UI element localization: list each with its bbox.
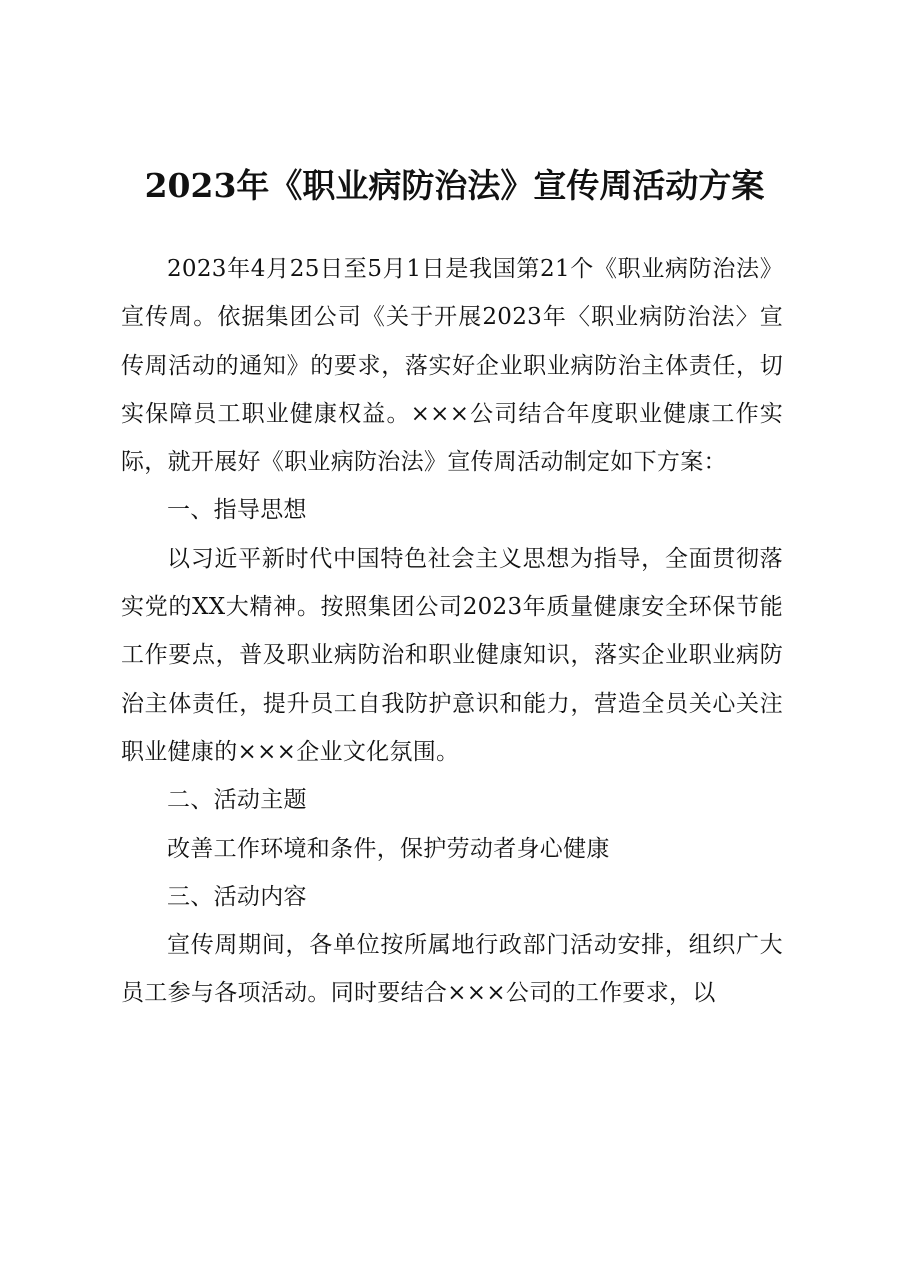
- section-heading-guiding-ideology: 一、指导思想: [167, 497, 307, 524]
- activity-content-paragraph: 宣传周期间，各单位按所属地行政部门活动安排，组织广大员工参与各项活动。同时要结合×××公司的工作要求，以: [121, 932, 783, 1007]
- guiding-ideology-paragraph: 以习近平新时代中国特色社会主义思想为指导，全面贯彻落实党的XX大精神。按照集团公司2023年质量健康安全环保节能工作要点，普及职业病防治和职业健康知识，落实企业职业病防治主体责任，提升员工自我防护意识和能力，营造全员关心关注职业健康的×××企业文化氛围。: [121, 545, 783, 765]
- document-body: [121, 245, 783, 1018]
- section-heading-activity-theme: 二、活动主题: [167, 787, 307, 814]
- section-heading-activity-content: 三、活动内容: [167, 883, 307, 910]
- intro-paragraph: 2023年4月25日至5月1日是我国第21个《职业病防治法》宣传周。依据集团公司《关于开展2023年〈职业病防治法〉宣传周活动的通知》的要求，落实好企业职业病防治主体责任，切实保障员工职业健康权益。×××公司结合年度职业健康工作实际，就开展好《职业病防治法》宣传周活动制定如下方案：: [121, 256, 783, 476]
- document-title: 2023年《职业病防治法》宣传周活动方案: [144, 166, 765, 205]
- activity-theme-paragraph: 改善工作环境和条件，保护劳动者身心健康: [167, 835, 610, 862]
